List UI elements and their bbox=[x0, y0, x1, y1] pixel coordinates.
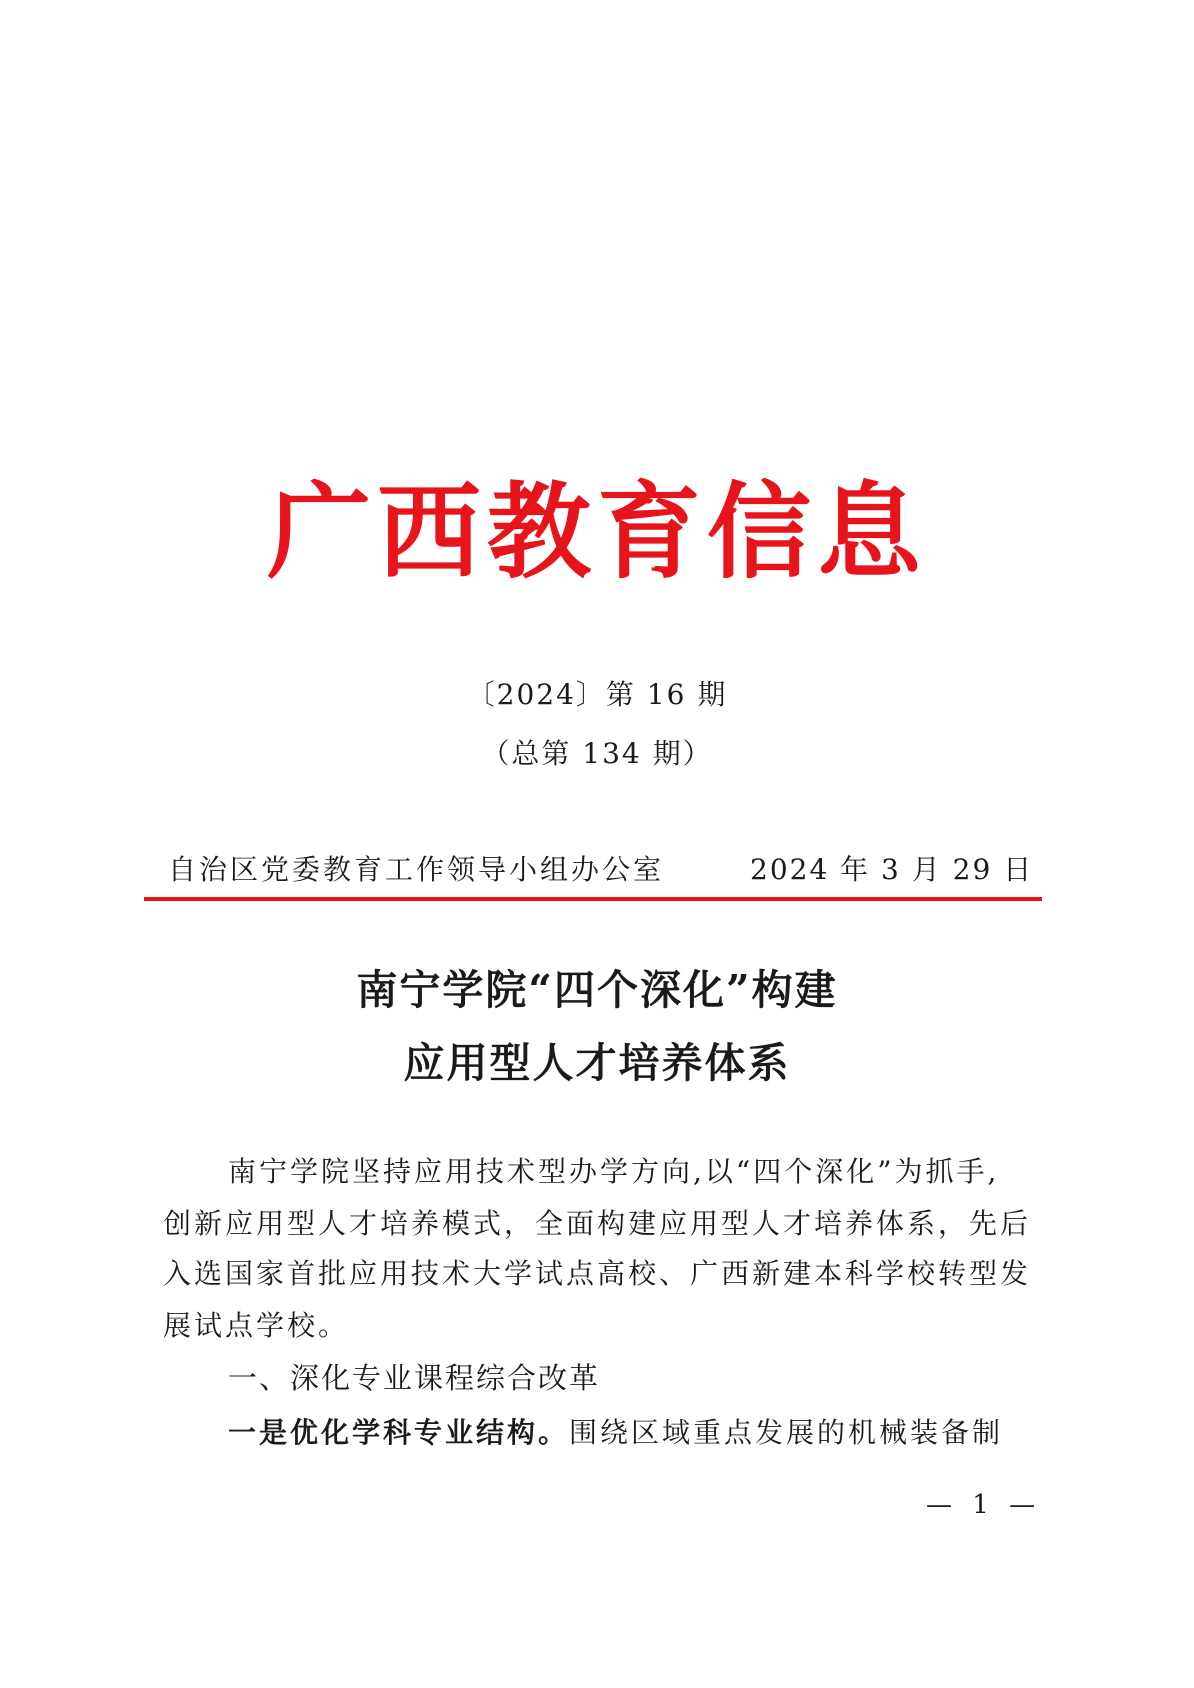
red-divider-rule bbox=[144, 897, 1042, 901]
issue-number: 〔2024〕第 16 期 bbox=[466, 678, 728, 711]
paragraph-line: 入选国家首批应用技术大学试点高校、广西新建本科学校转型发 bbox=[163, 1257, 1032, 1290]
page-number: — 1 — bbox=[926, 1490, 1042, 1520]
masthead-title: 广西教育信息 bbox=[266, 470, 927, 593]
paragraph-line: 展试点学校。 bbox=[163, 1309, 350, 1342]
point-lead-text: 一是优化学科专业结构。 bbox=[228, 1416, 570, 1449]
point-body-text: 围绕区域重点发展的机械装备制 bbox=[569, 1416, 1004, 1449]
issuing-office: 自治区党委教育工作领导小组办公室 bbox=[168, 853, 665, 886]
article-title-line-1: 南宁学院“四个深化”构建 bbox=[356, 966, 838, 1014]
section-heading: 一、深化专业课程综合改革 bbox=[228, 1361, 601, 1395]
article-title-line-2: 应用型人才培养体系 bbox=[403, 1039, 791, 1087]
paragraph-line: 南宁学院坚持应用技术型办学方向,以“四个深化”为抓手, bbox=[228, 1155, 1000, 1188]
paragraph-line: 创新应用型人才培养模式，全面构建应用型人才培养体系，先后 bbox=[163, 1207, 1032, 1240]
point-paragraph-line bbox=[228, 1416, 1004, 1449]
issue-date: 2024 年 3 月 29 日 bbox=[750, 853, 1034, 886]
issue-total-number: （总第 134 期） bbox=[481, 737, 713, 770]
